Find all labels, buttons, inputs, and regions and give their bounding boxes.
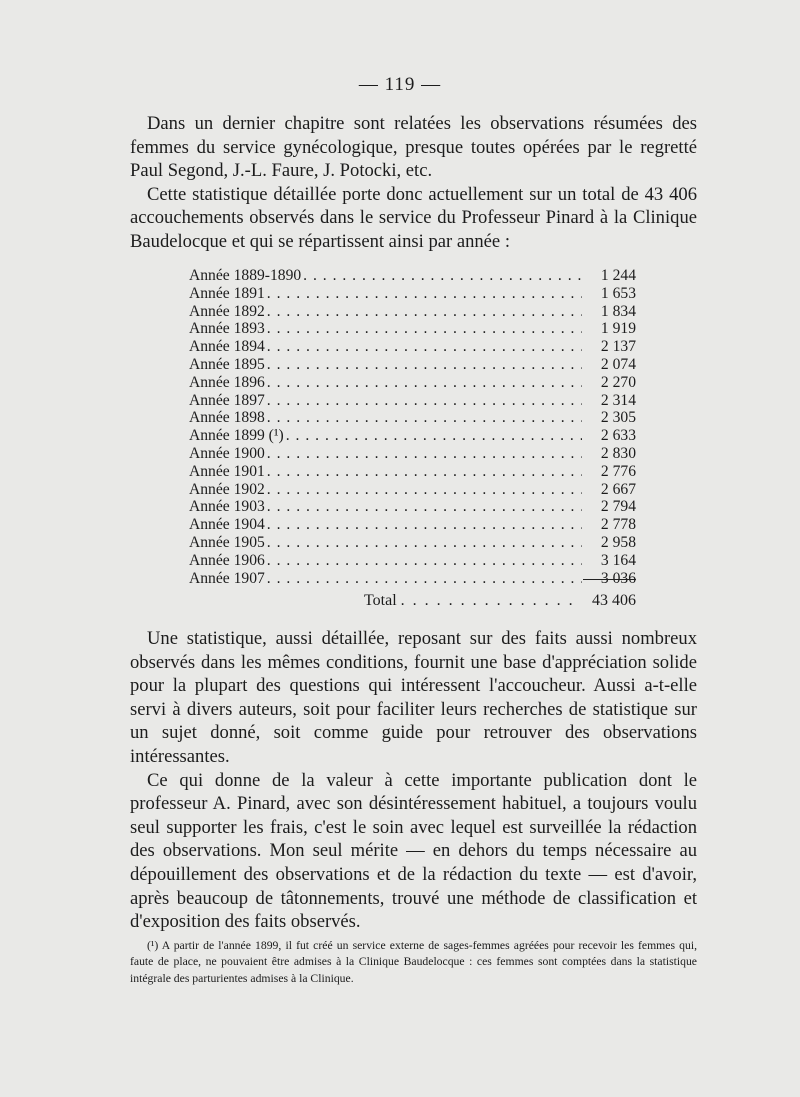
leader-dots (267, 534, 582, 552)
table-row (189, 392, 636, 410)
year-label: Année 1892 (189, 302, 265, 320)
table-row (189, 356, 636, 374)
leader-dots (286, 427, 582, 445)
footnote-marker: (¹) (147, 939, 159, 952)
year-count: 3 036 (600, 569, 636, 587)
total-row (364, 592, 636, 610)
table-row (189, 267, 636, 285)
leader-dots (267, 445, 582, 463)
leader-dots (267, 285, 582, 303)
year-count: 2 074 (600, 355, 636, 373)
year-count: 1 653 (600, 284, 636, 302)
year-count: 2 830 (600, 444, 636, 462)
leader-dots (267, 338, 582, 356)
year-count: 1 244 (600, 267, 636, 284)
page-number: — 119 — (358, 74, 442, 95)
table-row (189, 427, 636, 445)
year-count: 2 314 (600, 391, 636, 409)
intro-paragraph-1: Dans un dernier chapitre sont relatées les observations résumées des femmes du service gynécologique, presque toutes opérées par le regretté Paul Segond, J.-L. Faure, J. Potocki, etc. (130, 113, 697, 182)
year-label: Année 1903 (189, 498, 265, 516)
year-count: 2 137 (600, 338, 636, 356)
leader-dots (401, 592, 580, 610)
sum-rule (583, 579, 636, 580)
body-text (130, 627, 697, 934)
table-row (189, 534, 636, 552)
year-count: 2 776 (600, 462, 636, 480)
year-count: 2 633 (600, 427, 636, 445)
table-row (189, 498, 636, 516)
year-label: Année 1897 (189, 391, 265, 409)
year-count: 2 794 (600, 498, 636, 516)
table-row (189, 481, 636, 499)
year-label: Année 1899 (¹) (189, 427, 284, 445)
year-label: Année 1893 (189, 320, 265, 338)
year-label: Année 1889-1890 (189, 267, 302, 284)
year-label: Année 1891 (189, 284, 265, 302)
year-count: 1 919 (600, 320, 636, 338)
year-count: 2 270 (600, 373, 636, 391)
year-label: Année 1898 (189, 409, 265, 427)
leader-dots (267, 409, 582, 427)
year-label: Année 1896 (189, 373, 265, 391)
year-count: 3 164 (600, 551, 636, 569)
year-label: Année 1907 (189, 569, 265, 587)
table-row (189, 285, 636, 303)
leader-dots (267, 481, 582, 499)
births-by-year-table (189, 267, 636, 587)
table-row (189, 552, 636, 570)
leader-dots (303, 267, 582, 285)
intro-paragraph-2: Cette statistique détaillée porte donc actuellement sur un total de 43 406 accouchements observés dans le service du Professeur Pinard à la Clinique Baudelocque et qui se répartissent ainsi par année : (130, 183, 697, 252)
leader-dots (267, 374, 582, 392)
year-count: 2 778 (600, 516, 636, 534)
table-row (189, 303, 636, 321)
leader-dots (267, 356, 582, 374)
table-row (189, 445, 636, 463)
year-count: 1 834 (600, 302, 636, 320)
body-paragraph-1: Une statistique, aussi détaillée, reposant sur des faits aussi nombreux observés dans les mêmes conditions, fournit une base d'appréciation solide pour la plupart des questions qui intéressent l'accoucheur. Aussi a-t-elle servi à divers auteurs, soit pour faciliter leurs recherches de statistique sur un sujet donné, soit comme guide pour retrouver des observations intéressantes. (130, 628, 697, 767)
table-row (189, 570, 636, 588)
year-label: Année 1906 (189, 551, 265, 569)
year-label: Année 1895 (189, 355, 265, 373)
total-value: 43 406 (592, 592, 636, 609)
leader-dots (267, 320, 582, 338)
year-count: 2 667 (600, 480, 636, 498)
year-label: Année 1901 (189, 462, 265, 480)
footnote (130, 938, 697, 987)
table-row (189, 338, 636, 356)
leader-dots (267, 498, 582, 516)
year-count: 2 958 (600, 533, 636, 551)
table-row (189, 320, 636, 338)
table-row (189, 463, 636, 481)
leader-dots (267, 552, 582, 570)
table-row (189, 409, 636, 427)
leader-dots (267, 463, 582, 481)
year-label: Année 1905 (189, 533, 265, 551)
intro-text (130, 112, 697, 254)
table-row (189, 516, 636, 534)
year-count: 2 305 (600, 409, 636, 427)
leader-dots (267, 516, 582, 534)
year-label: Année 1900 (189, 444, 265, 462)
body-paragraph-2: Ce qui donne de la valeur à cette importante publication dont le professeur A. Pinard, avec son désintéressement habituel, a toujours voulu seul supporter les frais, c'est le soin avec lequel est surveillée la rédaction des observations. Mon seul mérite — en dehors du temps nécessaire au dépouillement des observations et de la rédaction du texte — est d'avoir, après beaucoup de tâtonnements, trouvé une méthode de classification et d'exposition des faits observés. (130, 769, 697, 933)
year-label: Année 1902 (189, 480, 265, 498)
leader-dots (267, 570, 582, 588)
leader-dots (267, 303, 582, 321)
footnote-text: A partir de l'année 1899, il fut créé un service externe de sages-femmes agréées pour recevoir les femmes qui, faute de place, ne pouvaient être admises à la Clinique Baudelocque : ces femmes sont comptées dans la statistique intégrale des parturientes admises à la Clinique. (130, 939, 697, 985)
table-row (189, 374, 636, 392)
total-label: Total (364, 592, 397, 609)
year-label: Année 1904 (189, 516, 265, 534)
year-label: Année 1894 (189, 338, 265, 356)
leader-dots (267, 392, 582, 410)
